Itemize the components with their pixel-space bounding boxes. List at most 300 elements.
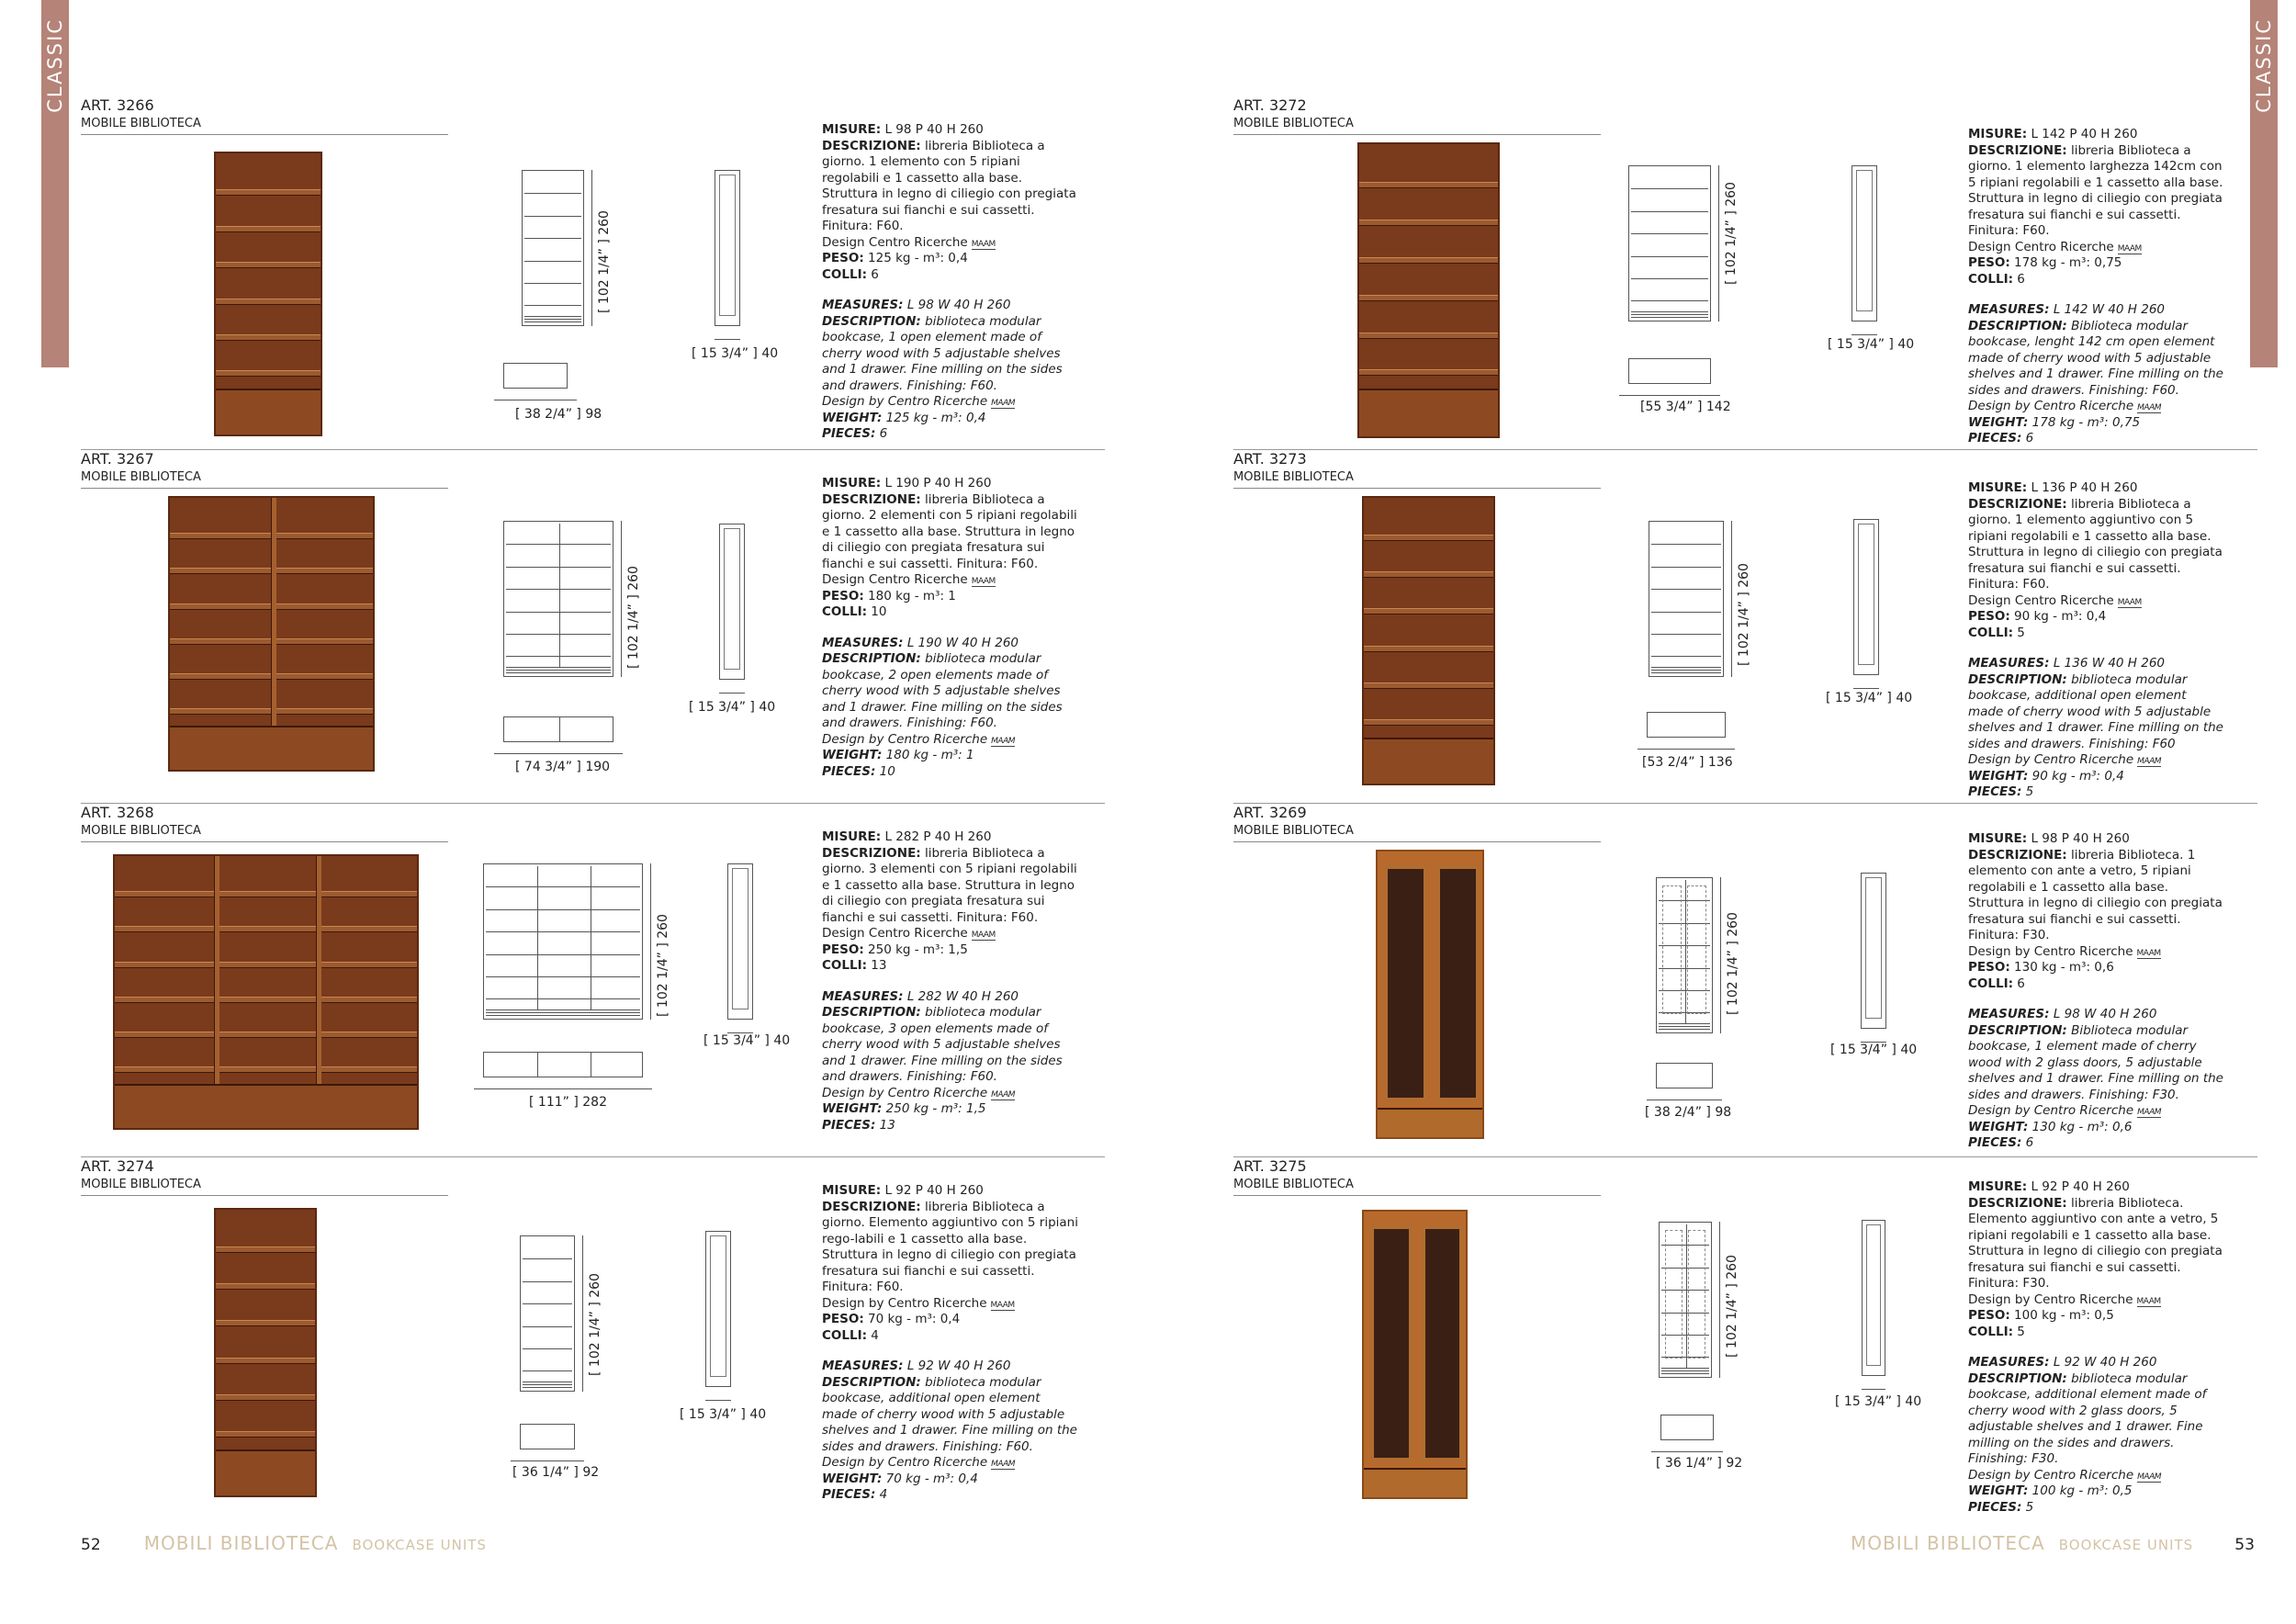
colli-line-part: 13 <box>867 958 887 973</box>
peso-line <box>1968 255 2225 272</box>
shelf-line <box>524 216 581 217</box>
shelf <box>1364 535 1493 541</box>
maam-logo: MAAM <box>2137 1472 2161 1482</box>
pieces-line-part: PIECES: <box>822 426 876 441</box>
weight-line-part: 130 kg - m³: 0,6 <box>2028 1119 2133 1134</box>
description-line-part: biblioteca modular bookcase, additional open element made of cherry wood with 5 adjustable shelves and 1 drawer. Fine milling on the sides and drawers. Finishing: F60 <box>1968 671 2223 751</box>
article-number: ART. 3272 <box>1233 96 1307 114</box>
shelf-line <box>486 976 640 977</box>
design-line <box>1968 240 2225 256</box>
design-line-part: Design Centro Ricerche <box>1968 592 2114 608</box>
colli-line-part: 6 <box>867 266 879 282</box>
design-by-line-part: Design by Centro Ricerche <box>1968 1103 2134 1118</box>
title-rule <box>81 841 448 842</box>
design-by-line-part: Design by Centro Ricerche <box>1968 399 2134 413</box>
plan-view-drawing <box>1628 358 1711 384</box>
depth-dimension: [ 15 3/4” ] 40 <box>703 1033 791 1048</box>
glass-door <box>1421 1224 1465 1462</box>
peso-line-part: PESO: <box>1968 609 2010 624</box>
misure-line <box>1968 480 2225 497</box>
article-number: ART. 3269 <box>1233 804 1307 821</box>
shelf-line <box>486 909 640 910</box>
height-dimension: [ 102 1/4” ] 260 <box>597 210 612 313</box>
misure-line <box>822 476 1079 492</box>
design-by-line-part: Design by Centro Ricerche <box>1968 752 2134 767</box>
product-type: MOBILE BIBLIOTECA <box>1233 824 1354 838</box>
pieces-line-part: PIECES: <box>1968 431 2022 445</box>
front-elevation-drawing <box>1649 521 1724 677</box>
peso-line-part: 130 kg - m³: 0,6 <box>2009 960 2114 975</box>
article-number: ART. 3275 <box>1233 1157 1307 1175</box>
peso-line-part: PESO: <box>1968 1308 2010 1323</box>
spec-text <box>822 1183 1079 1504</box>
shelf-line <box>486 931 640 932</box>
maam-logo: MAAM <box>990 1300 1015 1310</box>
depth-dimension: [ 15 3/4” ] 40 <box>689 700 776 715</box>
product-entry <box>1233 804 2257 1157</box>
shelf-line <box>524 305 581 306</box>
maam-logo: MAAM <box>971 930 996 940</box>
shelf <box>115 997 417 1003</box>
product-entry <box>1233 96 2257 450</box>
drawer-base <box>1359 389 1498 436</box>
descrizione-line-part: libreria Biblioteca a giorno. 1 elemento con 5 ripiani regolabili e 1 cassetto alla base. Struttura in legno di ciliegio con pregiata fresatura sui fianchi e sui cassetti. Finitura: F60. <box>822 138 1076 233</box>
footer-right <box>1851 1532 2255 1554</box>
column-line <box>1685 880 1686 1027</box>
descrizione-line-part: libreria Biblioteca a giorno. 3 elementi con 5 ripiani regolabili e 1 cassetto alla base. Struttura in legno di ciliegio con pregiata fresatura sui fianchi e sui cassetti. Finitura: F60. <box>822 845 1077 925</box>
shelf-line <box>1651 612 1721 613</box>
misure-line-part: L 142 P 40 H 260 <box>2027 127 2138 141</box>
design-line <box>822 572 1079 589</box>
shelf <box>115 962 417 968</box>
misure-line-part: L 98 P 40 H 260 <box>881 122 984 137</box>
descrizione-line-part: DESCRIZIONE: <box>822 491 921 507</box>
weight-line-part: 180 kg - m³: 1 <box>882 748 974 762</box>
side-elevation-drawing <box>715 170 740 326</box>
glass-outline <box>1665 1230 1683 1359</box>
spec-text <box>822 829 1079 1133</box>
design-by-line <box>822 394 1079 411</box>
colli-line <box>822 604 1079 621</box>
shelf <box>216 1394 315 1401</box>
side-elevation-drawing <box>727 863 753 1020</box>
spacer <box>1968 1340 2225 1355</box>
product-type: MOBILE BIBLIOTECA <box>1233 1178 1354 1191</box>
shelf-line <box>486 954 640 955</box>
shelf-line <box>523 1281 572 1282</box>
weight-line-part: WEIGHT: <box>822 748 883 762</box>
spacer <box>822 283 1079 298</box>
description-line <box>1968 1371 2225 1468</box>
design-line-part: Design Centro Ricerche <box>1968 239 2114 254</box>
product-type: MOBILE BIBLIOTECA <box>81 470 201 484</box>
colli-line-part: 5 <box>2013 1324 2025 1339</box>
spacer <box>1968 288 2225 302</box>
width-dimension-line <box>494 753 623 754</box>
description-line <box>822 1375 1079 1456</box>
product-type: MOBILE BIBLIOTECA <box>81 824 201 838</box>
shelf <box>1364 571 1493 578</box>
shelf <box>216 1431 315 1438</box>
weight-line <box>822 411 1079 427</box>
misure-line <box>822 829 1079 846</box>
description-line-part: biblioteca modular bookcase, 2 open elements made of cherry wood with 5 adjustable shelves and 1 drawer. Fine milling on the sides and drawers. Finishing: F60. <box>822 651 1063 730</box>
pieces-line <box>822 426 1079 443</box>
colli-line-part: COLLI: <box>1968 1324 2014 1339</box>
side-elevation-drawing <box>705 1231 731 1387</box>
spec-text <box>822 476 1079 780</box>
article-number: ART. 3266 <box>81 96 154 114</box>
width-dimension-line <box>474 1088 652 1089</box>
side-elevation-drawing <box>719 524 745 680</box>
maam-logo: MAAM <box>2137 757 2161 766</box>
descrizione-line-part: libreria Biblioteca a giorno. 1 elemento aggiuntivo con 5 ripiani regolabili e 1 cassetto alla base. Struttura in legno di ciliegio con pregiata fresatura sui fianchi e sui cassetti. Finitura: F60. <box>1968 496 2223 592</box>
width-dimension: [ 38 2/4” ] 98 <box>515 407 602 422</box>
shelf <box>216 299 321 305</box>
height-dimension-line <box>1731 521 1732 677</box>
front-elevation-drawing <box>1659 1222 1712 1378</box>
height-dimension: [ 102 1/4” ] 260 <box>1737 563 1751 666</box>
footer-subtitle: BOOKCASE UNITS <box>352 1537 487 1553</box>
colli-line-part: 10 <box>867 604 887 619</box>
base-hatch <box>1659 1023 1710 1031</box>
colli-line-part: COLLI: <box>1968 976 2014 991</box>
section-tab-left <box>41 0 69 367</box>
colli-line-part: COLLI: <box>1968 271 2014 287</box>
width-dimension-line <box>511 1460 584 1461</box>
descrizione-line-part: DESCRIZIONE: <box>822 138 921 153</box>
width-dimension: [ 38 2/4” ] 98 <box>1645 1105 1732 1120</box>
maam-logo: MAAM <box>971 577 996 586</box>
pieces-line-part: 6 <box>2021 1135 2034 1150</box>
width-dimension: [55 3/4” ] 142 <box>1640 400 1731 414</box>
misure-line-part: L 190 P 40 H 260 <box>881 476 992 491</box>
shelf <box>1359 369 1498 376</box>
height-dimension: [ 102 1/4” ] 260 <box>588 1273 602 1376</box>
descrizione-line <box>1968 143 2225 240</box>
maam-logo: MAAM <box>2136 1296 2161 1306</box>
weight-line-part: WEIGHT: <box>1968 1483 2029 1498</box>
product-photo <box>113 854 419 1130</box>
description-line-part: biblioteca modular bookcase, additional element made of cherry wood with 2 glass doors, 5 adjustable shelves and 1 drawer. Fine milling on the sides and drawers. Finishing: F30. <box>1968 1370 2207 1466</box>
column-line <box>1686 1224 1687 1371</box>
height-dimension-line <box>1718 165 1719 321</box>
design-by-line <box>1968 1103 2225 1120</box>
plan-view-drawing <box>1660 1415 1714 1440</box>
spec-text <box>822 122 1079 443</box>
peso-line-part: 70 kg - m³: 0,4 <box>863 1312 961 1326</box>
depth-dimension: [ 15 3/4” ] 40 <box>1830 1043 1918 1057</box>
descrizione-line-part: DESCRIZIONE: <box>822 1199 921 1214</box>
measures-line <box>1968 1355 2225 1371</box>
design-by-line <box>1968 1468 2225 1484</box>
side-inner <box>1866 1224 1881 1366</box>
descrizione-line <box>822 139 1079 235</box>
weight-line-part: WEIGHT: <box>1968 414 2029 430</box>
section-tab-label: CLASSIC <box>2253 18 2275 113</box>
pieces-line-part: PIECES: <box>1968 784 2022 799</box>
design-line-part: Design by Centro Ricerche <box>1968 943 2133 959</box>
measures-line-part: MEASURES: <box>1968 302 2050 317</box>
design-by-line <box>822 1086 1079 1102</box>
height-dimension-line <box>1719 1222 1720 1378</box>
design-line-part: Design Centro Ricerche <box>822 926 968 941</box>
misure-line-part: L 92 P 40 H 260 <box>881 1183 984 1198</box>
shelf-line <box>523 1348 572 1349</box>
footer-subtitle: BOOKCASE UNITS <box>2058 1537 2194 1553</box>
weight-line-part: 100 kg - m³: 0,5 <box>2028 1483 2133 1498</box>
base-hatch <box>524 316 581 323</box>
colli-line <box>822 1328 1079 1345</box>
product-type: MOBILE BIBLIOTECA <box>1233 117 1354 130</box>
shelf <box>1364 646 1493 652</box>
height-dimension: [ 102 1/4” ] 260 <box>656 914 670 1017</box>
width-dimension-line <box>1651 1451 1723 1452</box>
measures-line-part: L 190 W 40 H 260 <box>903 635 1019 650</box>
shelf <box>1364 719 1493 726</box>
maam-logo: MAAM <box>991 1089 1015 1100</box>
misure-line <box>822 122 1079 139</box>
product-photo <box>1376 850 1484 1139</box>
side-inner <box>1865 877 1882 1019</box>
misure-line-part: L 282 P 40 H 260 <box>881 829 992 844</box>
misure-line-part: MISURE: <box>1968 831 2028 846</box>
side-inner <box>732 868 748 1009</box>
front-elevation-drawing <box>522 170 584 326</box>
product-type: MOBILE BIBLIOTECA <box>81 1178 201 1191</box>
shelf-line <box>524 238 581 239</box>
colli-line <box>1968 976 2225 993</box>
shelf <box>216 262 321 268</box>
maam-logo: MAAM <box>2117 243 2142 254</box>
description-line-part: biblioteca modular bookcase, additional open element made of cherry wood with 5 adjustable shelves and 1 drawer. Fine milling on the sides and drawers. Finishing: F60. <box>822 1374 1077 1454</box>
design-by-line-part: Design by Centro Ricerche <box>822 731 988 747</box>
description-line-part: DESCRIPTION: <box>1968 318 2067 333</box>
measures-line-part: MEASURES: <box>822 635 904 650</box>
product-entry <box>81 1157 1105 1511</box>
weight-line <box>822 1101 1079 1118</box>
design-line-part: Design by Centro Ricerche <box>1968 1291 2133 1307</box>
height-dimension-line <box>650 863 651 1020</box>
shelf-line <box>1651 544 1721 545</box>
pieces-line-part: PIECES: <box>822 763 876 779</box>
colli-line-part: COLLI: <box>822 604 868 619</box>
article-number: ART. 3273 <box>1233 450 1307 468</box>
front-elevation-drawing <box>483 863 643 1020</box>
plan-division <box>537 1053 538 1077</box>
shelf-line <box>524 261 581 262</box>
design-by-line-part: Design by Centro Ricerche <box>1968 1467 2134 1483</box>
product-photo <box>1362 496 1495 785</box>
depth-dimension: [ 15 3/4” ] 40 <box>692 346 779 361</box>
design-line-part: Design Centro Ricerche <box>822 234 968 250</box>
misure-line-part: MISURE: <box>1968 1179 2028 1194</box>
title-rule <box>1233 134 1601 135</box>
colli-line <box>822 267 1079 284</box>
design-by-line <box>822 732 1079 749</box>
width-dimension: [ 111” ] 282 <box>529 1095 607 1110</box>
shelf-line <box>506 634 611 635</box>
design-by-line-part: Design by Centro Ricerche <box>822 1455 988 1470</box>
measures-line-part: MEASURES: <box>822 988 904 1004</box>
shelf <box>115 926 417 932</box>
height-dimension: [ 102 1/4” ] 260 <box>1724 182 1739 285</box>
misure-line <box>1968 127 2225 143</box>
side-elevation-drawing <box>1853 519 1879 675</box>
maam-logo: MAAM <box>991 736 1015 746</box>
pieces-line-part: 5 <box>2021 784 2034 799</box>
measures-line-part: L 282 W 40 H 260 <box>903 988 1019 1004</box>
design-line-part: Design by Centro Ricerche <box>822 1295 987 1311</box>
pieces-line-part: 13 <box>875 1117 895 1133</box>
description-line-part: DESCRIPTION: <box>1968 1370 2067 1386</box>
pieces-line <box>1968 431 2225 447</box>
section-tab-label: CLASSIC <box>44 18 66 113</box>
description-line-part: DESCRIPTION: <box>822 1374 921 1390</box>
base-hatch <box>1631 311 1708 319</box>
colli-line <box>1968 1325 2225 1341</box>
footer-title: MOBILI BIBLIOTECA <box>143 1532 339 1554</box>
glass-door <box>1435 864 1480 1102</box>
height-dimension: [ 102 1/4” ] 260 <box>626 566 641 669</box>
width-dimension: [ 36 1/4” ] 92 <box>1656 1456 1743 1471</box>
maam-logo: MAAM <box>2136 948 2161 958</box>
spec-text <box>1968 127 2225 447</box>
measures-line-part: L 92 W 40 H 260 <box>903 1359 1011 1373</box>
peso-line <box>1968 609 2225 626</box>
spacer <box>822 1344 1079 1359</box>
glass-outline <box>1688 1230 1705 1359</box>
maam-logo: MAAM <box>991 1460 1015 1469</box>
colli-line-part: COLLI: <box>822 266 868 282</box>
shelf <box>1359 220 1498 226</box>
descrizione-line-part: DESCRIZIONE: <box>1968 847 2067 863</box>
colli-line-part: 6 <box>2013 271 2025 287</box>
glass-door <box>1369 1224 1413 1462</box>
spec-text <box>1968 480 2225 801</box>
peso-line-part: 250 kg - m³: 1,5 <box>863 942 968 957</box>
measures-line-part: L 136 W 40 H 260 <box>2049 656 2166 671</box>
descrizione-line-part: DESCRIZIONE: <box>1968 496 2067 512</box>
colli-line <box>822 958 1079 975</box>
misure-line-part: MISURE: <box>822 122 882 137</box>
side-elevation-drawing <box>1861 873 1886 1029</box>
shelf-line <box>506 589 611 590</box>
height-dimension: [ 102 1/4” ] 260 <box>1725 1255 1739 1358</box>
shelf-line <box>506 567 611 568</box>
depth-dimension-line <box>715 339 740 340</box>
shelf <box>115 891 417 897</box>
plan-division <box>559 717 560 741</box>
pieces-line-part: 6 <box>2021 431 2034 445</box>
weight-line <box>822 748 1079 764</box>
weight-line-part: WEIGHT: <box>822 1471 883 1486</box>
peso-line-part: 125 kg - m³: 0,4 <box>863 251 968 265</box>
product-photo <box>1362 1210 1468 1499</box>
measures-line-part: L 98 W 40 H 260 <box>903 298 1011 312</box>
description-line-part: biblioteca modular bookcase, 1 open element made of cherry wood with 5 adjustable shelves and 1 drawer. Fine milling on the sides and drawers. Finishing: F60. <box>822 313 1063 393</box>
descrizione-line <box>1968 497 2225 593</box>
misure-line <box>1968 831 2225 848</box>
weight-line <box>1968 769 2225 785</box>
measures-line-part: MEASURES: <box>1968 1007 2050 1021</box>
colli-line <box>1968 626 2225 642</box>
design-by-line-part: Design by Centro Ricerche <box>822 1085 988 1100</box>
peso-line-part: PESO: <box>822 1312 864 1326</box>
shelf <box>216 1246 315 1253</box>
descrizione-line <box>822 846 1079 927</box>
shelf-line <box>524 283 581 284</box>
shelf <box>1359 257 1498 264</box>
side-inner <box>710 1235 726 1377</box>
weight-line-part: WEIGHT: <box>822 410 883 425</box>
drawer-base <box>1364 738 1493 784</box>
descrizione-line-part: libreria Biblioteca a giorno. 2 elementi con 5 ripiani regolabili e 1 cassetto alla base. Struttura in legno di ciliegio con pregiata fresatura sui fianchi e sui cassetti. Finitura: F60. <box>822 491 1077 571</box>
measures-line-part: MEASURES: <box>822 1359 904 1373</box>
page-number: 53 <box>2234 1536 2255 1554</box>
side-inner <box>1856 170 1873 311</box>
weight-line-part: WEIGHT: <box>1968 768 2029 784</box>
colli-line-part: 4 <box>867 1327 879 1343</box>
descrizione-line <box>1968 848 2225 944</box>
weight-line <box>1968 1483 2225 1500</box>
depth-dimension-line <box>719 693 745 694</box>
shelf <box>115 1066 417 1073</box>
shelf-line <box>1631 256 1708 257</box>
column-line <box>537 866 538 1013</box>
spacer <box>1968 992 2225 1007</box>
design-by-line <box>1968 399 2225 415</box>
peso-line-part: 100 kg - m³: 0,5 <box>2009 1308 2114 1323</box>
height-dimension-line <box>591 170 592 326</box>
weight-line-part: WEIGHT: <box>1968 1119 2029 1134</box>
shelf <box>216 334 321 341</box>
plan-view-drawing <box>1656 1063 1713 1088</box>
description-line-part: DESCRIPTION: <box>822 313 921 329</box>
footer-title: MOBILI BIBLIOTECA <box>1851 1532 2045 1554</box>
weight-line-part: 70 kg - m³: 0,4 <box>882 1471 978 1486</box>
shelf-line <box>1651 656 1721 657</box>
descrizione-line <box>822 492 1079 573</box>
measures-line-part: L 92 W 40 H 260 <box>2049 1355 2157 1370</box>
drawer-base <box>115 1084 417 1128</box>
measures-line-part: MEASURES: <box>1968 1355 2050 1370</box>
plan-view-drawing <box>520 1424 575 1449</box>
shelf <box>1364 682 1493 689</box>
shelf-line <box>523 1303 572 1304</box>
side-elevation-drawing <box>1862 1220 1885 1376</box>
design-line <box>822 235 1079 252</box>
peso-line-part: PESO: <box>822 942 864 957</box>
misure-line-part: MISURE: <box>1968 127 2028 141</box>
pieces-line-part: 10 <box>875 763 895 779</box>
article-number: ART. 3274 <box>81 1157 154 1175</box>
height-dimension: [ 102 1/4” ] 260 <box>1726 912 1740 1015</box>
description-line <box>1968 672 2225 753</box>
glass-outline <box>1687 885 1706 1014</box>
misure-line-part: MISURE: <box>822 476 882 491</box>
descrizione-line <box>1968 1196 2225 1292</box>
design-by-line-part: Design by Centro Ricerche <box>822 394 988 409</box>
shelf <box>216 370 321 377</box>
maam-logo: MAAM <box>2137 1108 2161 1117</box>
side-inner <box>1858 524 1874 665</box>
misure-line-part: L 136 P 40 H 260 <box>2027 480 2138 495</box>
pieces-line-part: PIECES: <box>822 1117 876 1133</box>
base-hatch <box>1661 1368 1709 1375</box>
product-entry <box>81 96 1105 450</box>
shelf-line <box>506 544 611 545</box>
